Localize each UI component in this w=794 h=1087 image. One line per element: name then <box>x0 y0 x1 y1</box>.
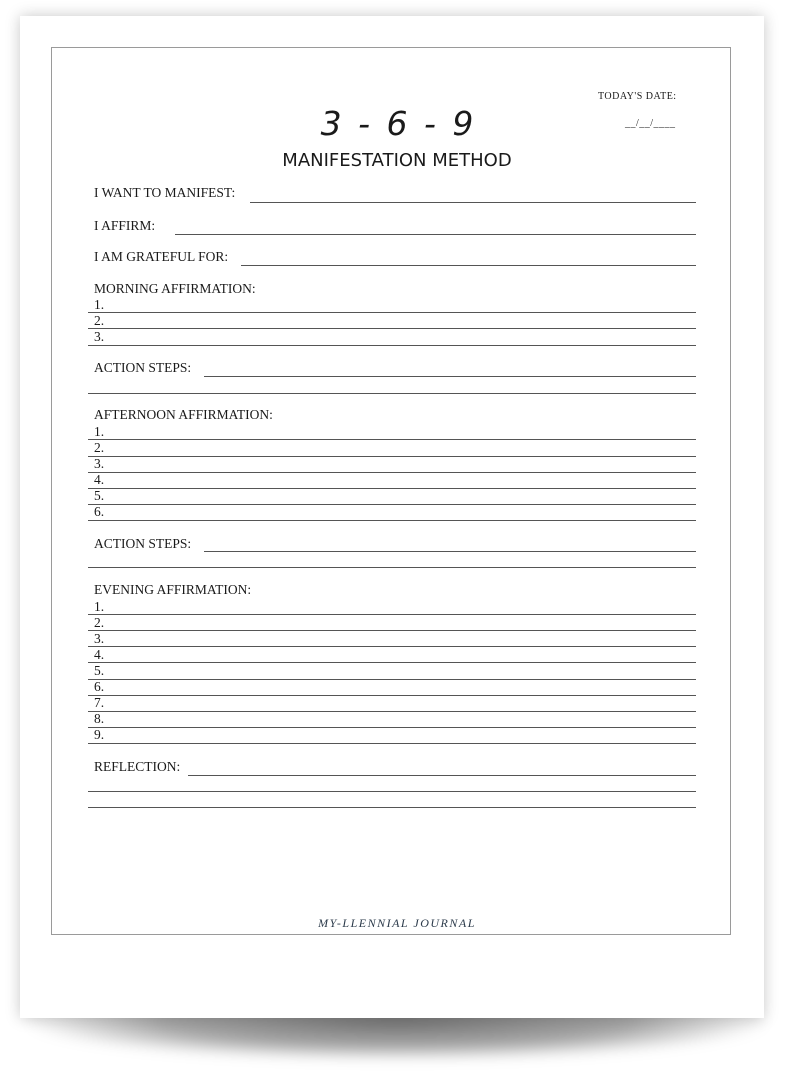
todays-date-field[interactable]: __/__/____ <box>625 118 676 129</box>
affirm-label: I AFFIRM: <box>94 218 156 233</box>
afternoon-line-3[interactable] <box>88 472 696 473</box>
afternoon-line-6[interactable] <box>88 520 696 521</box>
todays-date-label: TODAY'S DATE: <box>598 91 677 102</box>
list-item-number: 3. <box>94 456 105 471</box>
evening-line-4[interactable] <box>88 662 696 663</box>
afternoon-action-line[interactable] <box>204 551 696 552</box>
grateful-label: I AM GRATEFUL FOR: <box>94 249 229 264</box>
reflection-label: REFLECTION: <box>94 759 181 774</box>
list-item-number: 4. <box>94 472 105 487</box>
evening-line-7[interactable] <box>88 711 696 712</box>
evening-line-6[interactable] <box>88 695 696 696</box>
title-numbers: 3 - 6 - 9 <box>320 104 474 143</box>
list-item-number: 8. <box>94 711 105 726</box>
list-item-number: 7. <box>94 695 105 710</box>
list-item-number: 9. <box>94 727 105 742</box>
manifest-label: I WANT TO MANIFEST: <box>94 185 236 200</box>
evening-line-3[interactable] <box>88 646 696 647</box>
list-item-number: 2. <box>94 615 105 630</box>
list-item-number: 3. <box>94 329 105 344</box>
reflection-line-3[interactable] <box>88 807 696 808</box>
list-item-number: 2. <box>94 440 105 455</box>
list-item-number: 4. <box>94 647 105 662</box>
evening-line-5[interactable] <box>88 679 696 680</box>
list-item-number: 5. <box>94 663 105 678</box>
morning-action-line[interactable] <box>204 376 696 377</box>
list-item-number: 5. <box>94 488 105 503</box>
list-item-number: 6. <box>94 504 105 519</box>
evening-line-9[interactable] <box>88 743 696 744</box>
reflection-line-1[interactable] <box>188 775 696 776</box>
morning-line-1[interactable] <box>88 312 696 313</box>
evening-line-1[interactable] <box>88 614 696 615</box>
list-item-number: 1. <box>94 297 105 312</box>
afternoon-line-4[interactable] <box>88 488 696 489</box>
afternoon-action-label: ACTION STEPS: <box>94 536 192 551</box>
list-item-number: 6. <box>94 679 105 694</box>
afternoon-line-2[interactable] <box>88 456 696 457</box>
morning-line-3[interactable] <box>88 345 696 346</box>
manifest-line[interactable] <box>250 202 696 203</box>
list-item-number: 1. <box>94 424 105 439</box>
afternoon-line-5[interactable] <box>88 504 696 505</box>
morning-action-line-2[interactable] <box>88 393 696 394</box>
footer-brand: MY-LLENNIAL JOURNAL <box>318 916 476 930</box>
morning-action-label: ACTION STEPS: <box>94 360 192 375</box>
evening-heading: EVENING AFFIRMATION: <box>94 582 252 597</box>
page-border <box>51 47 731 935</box>
grateful-line[interactable] <box>241 265 696 266</box>
evening-line-2[interactable] <box>88 630 696 631</box>
affirm-line[interactable] <box>175 234 696 235</box>
afternoon-line-1[interactable] <box>88 439 696 440</box>
reflection-line-2[interactable] <box>88 791 696 792</box>
page-title: MANIFESTATION METHOD <box>282 150 512 171</box>
evening-line-8[interactable] <box>88 727 696 728</box>
list-item-number: 2. <box>94 313 105 328</box>
afternoon-heading: AFTERNOON AFFIRMATION: <box>94 407 273 422</box>
morning-line-2[interactable] <box>88 328 696 329</box>
list-item-number: 3. <box>94 631 105 646</box>
list-item-number: 1. <box>94 599 105 614</box>
morning-heading: MORNING AFFIRMATION: <box>94 281 256 296</box>
afternoon-action-line-2[interactable] <box>88 567 696 568</box>
